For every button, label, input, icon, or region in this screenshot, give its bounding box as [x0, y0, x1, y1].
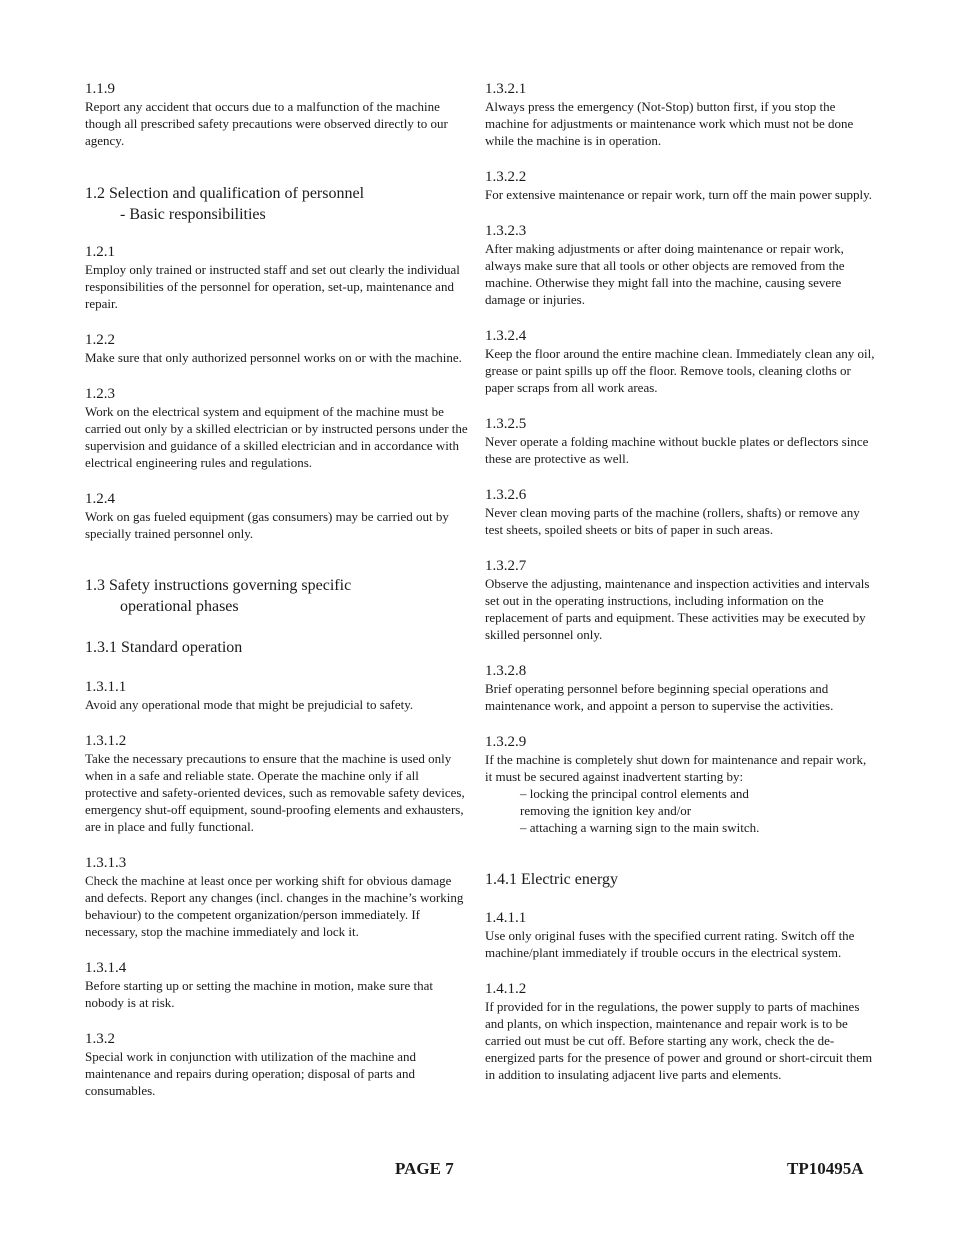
section-text: Work on the electrical system and equipment of the machine must be carried out only by a skilled electrician or by instructed persons under the supervision and guidance of a skilled electrician and in accordance with electrical engineering rules and regulations. [85, 404, 468, 470]
heading-subline: operational phases [120, 598, 239, 615]
section-number: 1.3.2 [85, 1031, 115, 1047]
section-text: Never operate a folding machine without buckle plates or deflectors since these are protective as well. [485, 434, 869, 466]
section-text: Work on gas fueled equipment (gas consumers) may be carried out by specially trained personnel only. [85, 509, 449, 541]
page-number: PAGE 7 [395, 1159, 454, 1178]
section-number: 1.3.2.5 [485, 416, 527, 432]
section-text: If the machine is completely shut down for maintenance and repair work, it must be secured against inadvertent starting by: [485, 752, 867, 784]
section-text: Make sure that only authorized personnel works on or with the machine. [85, 350, 462, 365]
right-column [485, 80, 875, 1083]
section-text: Always press the emergency (Not-Stop) button first, if you stop the machine for adjustments or maintenance work which must not be done while the machine is in operation. [485, 99, 854, 148]
section-number: 1.3.2.8 [485, 663, 527, 679]
section-text: Check the machine at least once per working shift for obvious damage and defects. Report any changes (incl. changes in the machine’s working behaviour) to the competent organization/person immediately. If necessary, stop the machine immediately and lock it. [85, 873, 464, 939]
section-text: After making adjustments or after doing maintenance or repair work, always make sure that all tools or other objects are removed from the machine. Otherwise they might fall into the machine, causing severe damage or injuries. [485, 241, 845, 307]
section-number: 1.3.1.2 [85, 733, 127, 749]
section-text: Report any accident that occurs due to a malfunction of the machine though all prescribed safety precautions were observed directly to our agency. [85, 99, 448, 148]
section-number: 1.4.1.1 [485, 910, 527, 926]
heading-line: 1.2 Selection and qualification of personnel [85, 185, 365, 202]
section-number: 1.3.2.7 [485, 558, 527, 574]
section-number: 1.3.2.2 [485, 169, 527, 185]
heading-subline: - Basic responsibilities [120, 206, 266, 223]
section-number: 1.1.9 [85, 81, 115, 97]
section-number: 1.3.1.1 [85, 679, 127, 695]
section-text: Before starting up or setting the machine in motion, make sure that nobody is at risk. [85, 978, 434, 1010]
section-number: 1.2.3 [85, 386, 115, 402]
subsection-heading: 1.4.1 Electric energy [485, 871, 618, 888]
section-number: 1.2.2 [85, 332, 115, 348]
list-item-text: – attaching a warning sign to the main switch. [520, 820, 760, 835]
document-code: TP10495A [787, 1159, 864, 1178]
section-text: For extensive maintenance or repair work, turn off the main power supply. [485, 187, 872, 202]
section-number: 1.3.2.4 [485, 328, 527, 344]
section-number: 1.2.4 [85, 491, 115, 507]
heading-line: 1.3 Safety instructions governing specific [85, 577, 352, 594]
section-text: Observe the adjusting, maintenance and inspection activities and intervals set out in the operating instructions, including information on the replacement of parts and equipment. These activities may be executed by skilled personnel only. [485, 576, 870, 642]
section-number: 1.3.2.1 [485, 81, 527, 97]
section-text: Brief operating personnel before beginning special operations and maintenance work, and appoint a person to supervise the activities. [485, 681, 834, 713]
section-number: 1.3.1.3 [85, 855, 127, 871]
subsection-heading: 1.3.1 Standard operation [85, 639, 243, 656]
section-heading [85, 183, 473, 225]
section-text: Use only original fuses with the specified current rating. Switch off the machine/plant immediately if trouble occurs in the electrical system. [485, 928, 855, 960]
section-text: Take the necessary precautions to ensure that the machine is used only when in a safe and reliable state. Operate the machine only if all protective and safety-oriented devices, such as removable safety devices, emergency shut-off equipment, sound-proofing elements and exhausters, are in place and fully functional. [85, 751, 465, 834]
section-text: Never clean moving parts of the machine (rollers, shafts) or remove any test sheets, spoiled sheets or bits of paper in such areas. [485, 505, 860, 537]
section-number: 1.3.2.9 [485, 734, 527, 750]
section-text: Employ only trained or instructed staff and set out clearly the individual responsibilities of the personnel for operation, set-up, maintenance and repair. [85, 262, 460, 311]
list-item [485, 785, 875, 836]
section-text: Avoid any operational mode that might be prejudicial to safety. [85, 697, 414, 712]
left-column [85, 80, 473, 1099]
section-heading [85, 575, 473, 617]
section-number: 1.2.1 [85, 244, 115, 260]
section-number: 1.3.2.6 [485, 487, 527, 503]
section-text: If provided for in the regulations, the power supply to parts of machines and plants, on which inspection, maintenance and repair work is to be carried out must be cut off. Before starting any work, check the de-energized parts for the presence of power and ground or short-circuit them in addition to insulating adjacent live parts and elements. [485, 999, 873, 1082]
section-text: Special work in conjunction with utilization of the machine and maintenance and repairs during operation; disposal of parts and consumables. [85, 1049, 417, 1098]
section-text: Keep the floor around the entire machine clean. Immediately clean any oil, grease or paint spills up off the floor. Remove tools, cleaning cloths or paper scraps from all work areas. [485, 346, 875, 395]
section-number: 1.3.2.3 [485, 223, 527, 239]
list-item-text: – locking the principal control elements and [520, 786, 749, 801]
list-item-text: removing the ignition key and/or [520, 803, 692, 818]
section-number: 1.3.1.4 [85, 960, 127, 976]
section-number: 1.4.1.2 [485, 981, 527, 997]
